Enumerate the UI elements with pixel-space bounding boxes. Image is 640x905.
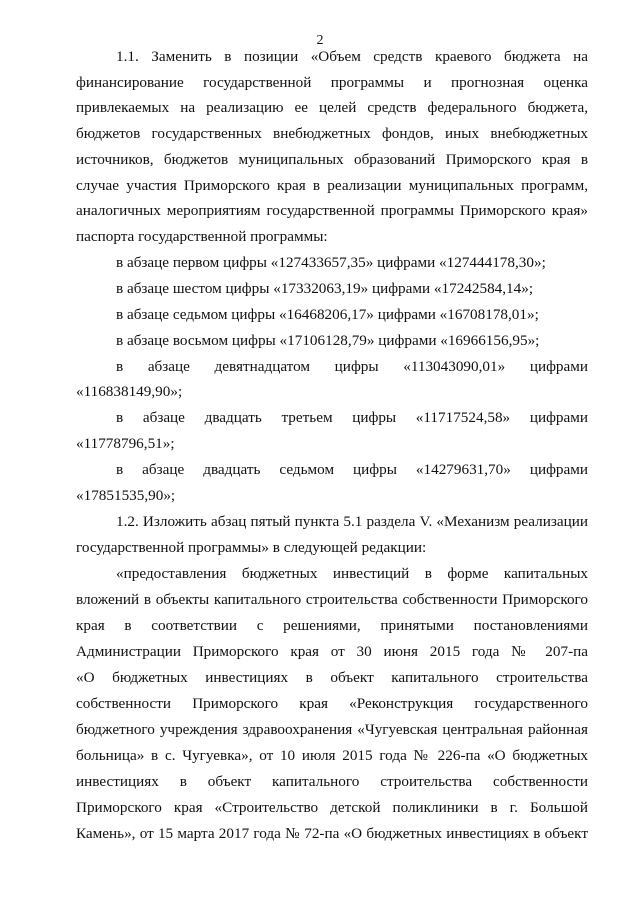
text-line: бюджетов государственных внебюджетных фондов, иных внебюджетных <box>76 125 588 142</box>
text-line: в абзаце первом цифры «127433657,35» цифрами «127444178,30»; <box>116 254 546 271</box>
text-line: Камень», от 15 марта 2017 года № 72-па «О бюджетных инвестициях в объект <box>76 825 588 842</box>
text-line: аналогичных мероприятиям государственной программы Приморского края» <box>76 202 588 219</box>
text-line: собственности Приморского края «Реконструкция государственного <box>76 695 588 712</box>
text-line: «11778796,51»; <box>76 435 175 452</box>
text-line: финансирование государственной программы и прогнозная оценка <box>76 74 588 91</box>
text-line: 1.2. Изложить абзац пятый пункта 5.1 раздела V. «Механизм реализации <box>116 513 588 530</box>
text-line: края в соответствии с решениями, принятыми постановлениями <box>76 617 588 634</box>
text-line: «О бюджетных инвестициях в объект капитального строительства <box>76 669 588 686</box>
text-line: больница» в с. Чугуевка», от 10 июля 2015 года № 226-па «О бюджетных <box>76 747 588 764</box>
text-line: Администрации Приморского края от 30 июня 2015 года № 207-па <box>76 643 588 660</box>
text-line: Приморского края «Строительство детской поликлиники в г. Большой <box>76 799 588 816</box>
text-line: бюджетного учреждения здравоохранения «Чугуевская центральная районная <box>76 721 588 738</box>
text-line: паспорта государственной программы: <box>76 228 328 245</box>
text-line: привлекаемых на реализацию ее целей средств федерального бюджета, <box>76 99 588 116</box>
page-number: 2 <box>316 33 324 48</box>
text-line: в абзаце седьмом цифры «16468206,17» цифрами «16708178,01»; <box>116 306 539 323</box>
text-line: в абзаце девятнадцатом цифры «113043090,01» цифрами <box>116 358 588 375</box>
text-line: вложений в объекты капитального строительства собственности Приморского <box>76 591 588 608</box>
text-line: в абзаце двадцать седьмом цифры «14279631,70» цифрами <box>116 461 588 478</box>
text-line: случае участия Приморского края в реализации муниципальных программ, <box>76 177 588 194</box>
text-line: источников, бюджетов муниципальных образований Приморского края в <box>76 151 588 168</box>
text-line: «предоставления бюджетных инвестиций в форме капитальных <box>116 565 588 582</box>
text-line: в абзаце восьмом цифры «17106128,79» цифрами «16966156,95»; <box>116 332 540 349</box>
text-line: государственной программы» в следующей редакции: <box>76 539 427 556</box>
text-line: «17851535,90»; <box>76 487 176 504</box>
text-line: 1.1. Заменить в позиции «Объем средств краевого бюджета на <box>116 48 588 65</box>
text-line: в абзаце двадцать третьем цифры «11717524,58» цифрами <box>116 409 588 426</box>
text-line: инвестициях в объект капитального строительства собственности <box>76 773 588 790</box>
text-line: в абзаце шестом цифры «17332063,19» цифрами «17242584,14»; <box>116 280 534 297</box>
text-line: «116838149,90»; <box>76 383 183 400</box>
